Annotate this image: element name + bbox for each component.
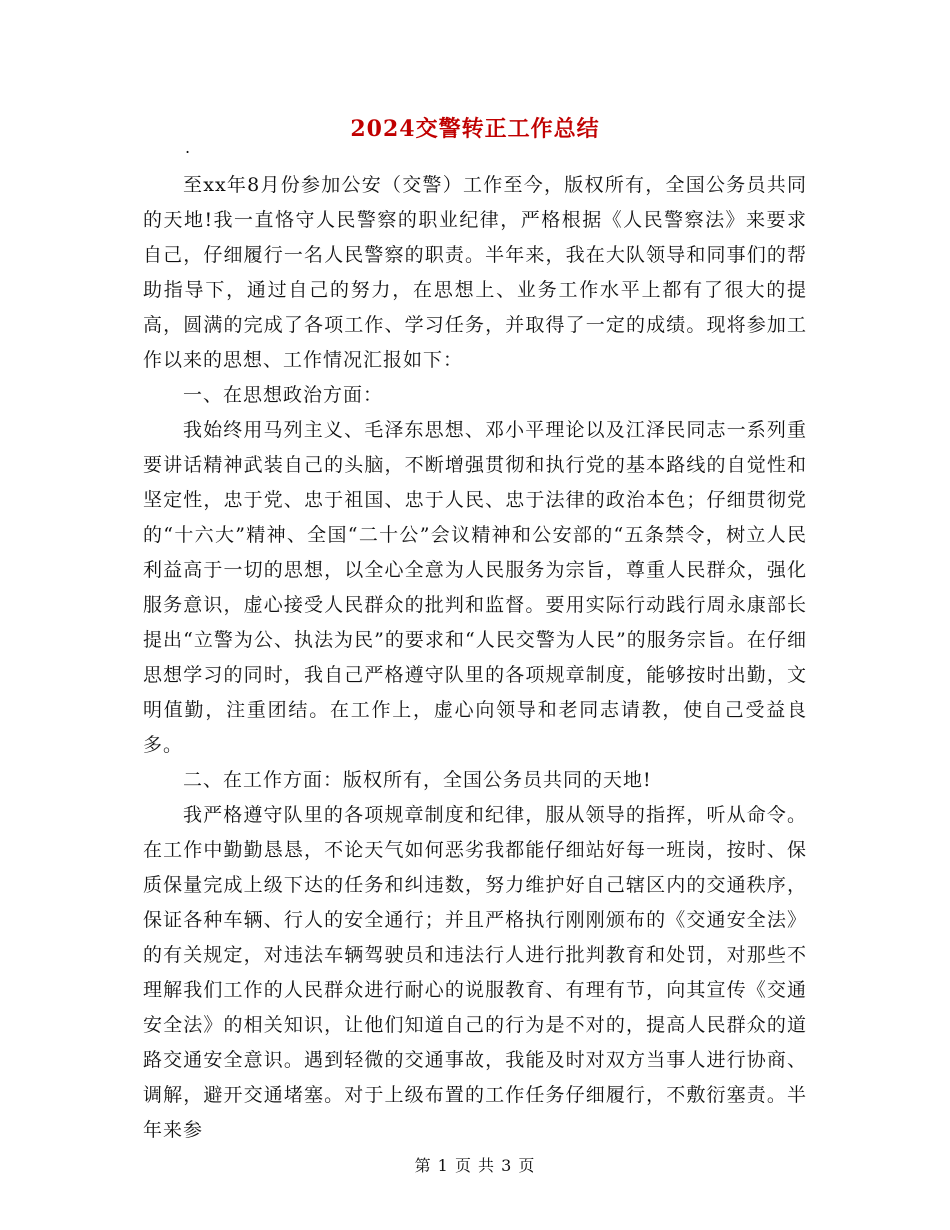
bullet-marker: . xyxy=(185,138,191,157)
page-footer: 第 1 页 共 3 页 xyxy=(414,1156,536,1175)
document-body xyxy=(143,168,807,1148)
paragraph-intro: 至xx年8月份参加公安（交警）工作至今，版权所有，全国公务员共同的天地!我一直恪守人民警察的职业纪律，严格根据《人民警察法》来要求自己，仔细履行一名人民警察的职责。半年来，我在大队领导和同事们的帮助指导下，通过自己的努力，在思想上、业务工作水平上都有了很大的提高，圆满的完成了各项工作、学习任务，并取得了一定的成绩。现将参加工作以来的思想、工作情况汇报如下： xyxy=(143,174,807,371)
section-heading-political: 一、在思想政治方面： xyxy=(183,384,384,406)
paragraph-work: 我严格遵守队里的各项规章制度和纪律，服从领导的指挥，听从命令。在工作中勤勤恳恳，不论天气如何恶劣我都能仔细站好每一班岗，按时、保质保量完成上级下达的任务和纠违数，努力维护好自己辖区内的交通秩序，保证各种车辆、行人的安全通行；并且严格执行刚刚颁布的《交通安全法》的有关规定，对违法车辆驾驶员和违法行人进行批判教育和处罚，对那些不理解我们工作的人民群众进行耐心的说服教育、有理有节，向其宣传《交通安全法》的相关知识，让他们知道自己的行为是不对的，提高人民群众的道路交通安全意识。遇到轻微的交通事故，我能及时对双方当事人进行协商、调解，避开交通堵塞。对于上级布置的工作任务仔细履行，不敷衍塞责。半年来参 xyxy=(143,804,807,1141)
document-title: 2024交警转正工作总结 xyxy=(350,116,600,142)
paragraph-political: 我始终用马列主义、毛泽东思想、邓小平理论以及江泽民同志一系列重要讲话精神武装自己的头脑，不断增强贯彻和执行党的基本路线的自觉性和坚定性，忠于党、忠于祖国、忠于人民、忠于法律的政治本色；仔细贯彻党的“十六大”精神、全国“二十公”会议精神和公安部的“五条禁令，树立人民利益高于一切的思想，以全心全意为人民服务为宗旨，尊重人民群众，强化服务意识，虚心接受人民群众的批判和监督。要用实际行动践行周永康部长提出“立警为公、执法为民”的要求和“人民交警为人民”的服务宗旨。在仔细思想学习的同时，我自己严格遵守队里的各项规章制度，能够按时出勤，文明值勤，注重团结。在工作上，虚心向领导和老同志请教，使自己受益良多。 xyxy=(143,419,807,756)
section-heading-work: 二、在工作方面：版权所有，全国公务员共同的天地! xyxy=(183,769,652,791)
